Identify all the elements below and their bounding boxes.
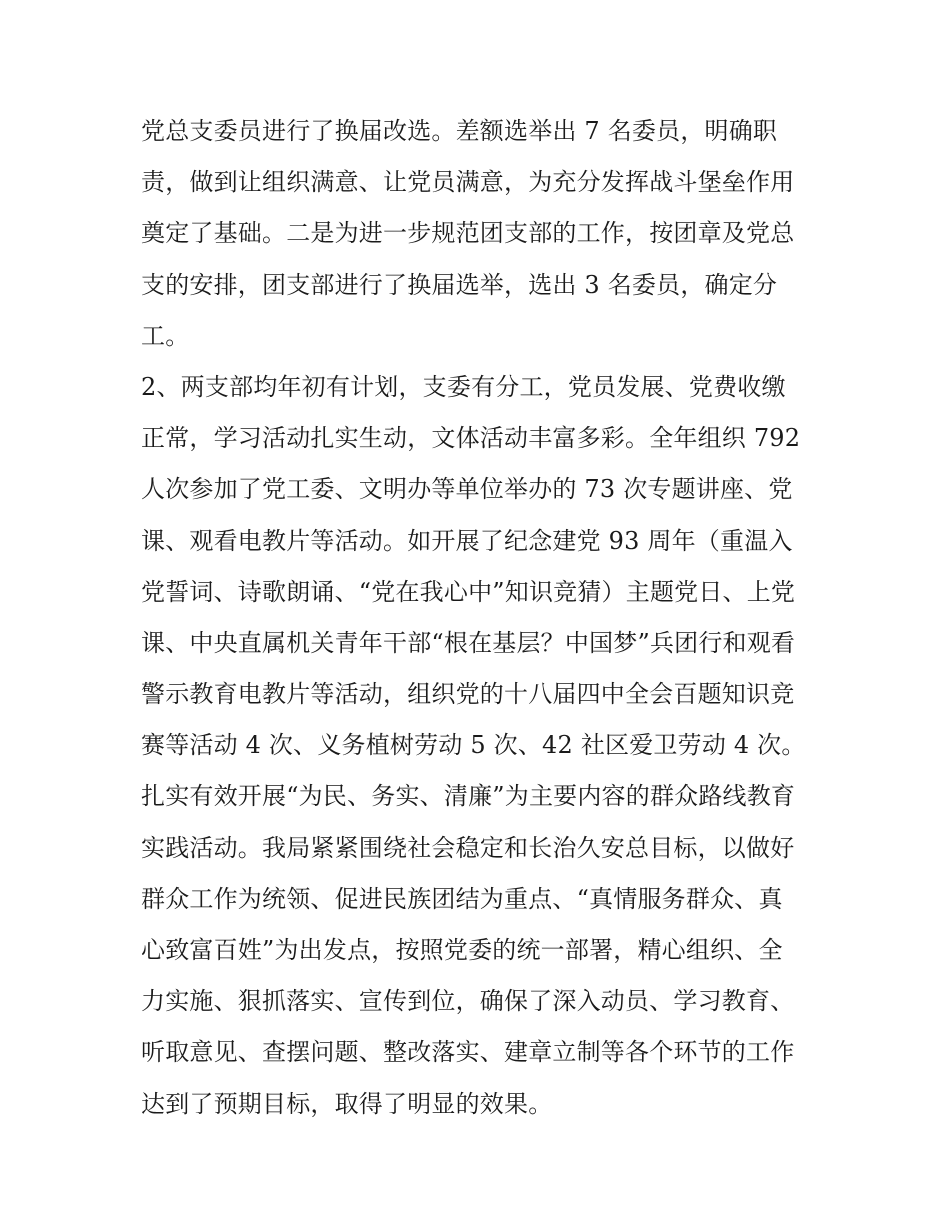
text-line: 责，做到让组织满意、让党员满意，为充分发挥战斗堡垒作用	[141, 168, 795, 197]
text-line: 群众工作为统领、促进民族团结为重点、“真情服务群众、真	[141, 884, 783, 913]
text-line: 力实施、狠抓落实、宣传到位，确保了深入动员、学习教育、	[141, 987, 795, 1016]
text-line: 2、两支部均年初有计划，支委有分工，党员发展、党费收缴	[141, 372, 786, 401]
text-line: 支的安排，团支部进行了换届选举，选出 3 名委员，确定分	[141, 270, 778, 299]
text-line: 达到了预期目标，取得了明显的效果。	[141, 1089, 553, 1118]
text-line: 警示教育电教片等活动，组织党的十八届四中全会百题知识竞	[141, 680, 795, 709]
text-line: 课、观看电教片等活动。如开展了纪念建党 93 周年（重温入	[141, 526, 793, 555]
text-line: 奠定了基础。二是为进一步规范团支部的工作，按团章及党总	[141, 219, 795, 248]
text-line: 赛等活动 4 次、义务植树劳动 5 次、42 社区爱卫劳动 4 次。	[141, 731, 806, 760]
text-line: 党誓词、诗歌朗诵、“党在我心中”知识竞猜）主题党日、上党	[141, 577, 796, 606]
text-line: 心致富百姓”为出发点，按照党委的统一部署，精心组织、全	[141, 936, 783, 964]
text-line: 人次参加了党工委、文明办等单位举办的 73 次专题讲座、党	[141, 475, 793, 504]
text-line: 党总支委员进行了换届改选。差额选举出 7 名委员，明确职	[141, 117, 778, 145]
text-line: 扎实有效开展“为民、务实、清廉”为主要内容的群众路线教育	[141, 782, 796, 811]
body-text	[141, 106, 821, 1130]
text-line: 实践活动。我局紧紧围绕社会稳定和长治久安总目标，以做好	[141, 833, 795, 862]
text-line: 正常，学习活动扎实生动，文体活动丰富多彩。全年组织 792	[141, 424, 801, 453]
text-line: 工。	[141, 321, 190, 350]
text-line: 听取意见、查摆问题、整改落实、建章立制等各个环节的工作	[141, 1038, 795, 1067]
text-line: 课、中央直属机关青年干部“根在基层？中国梦”兵团行和观看	[141, 628, 796, 657]
